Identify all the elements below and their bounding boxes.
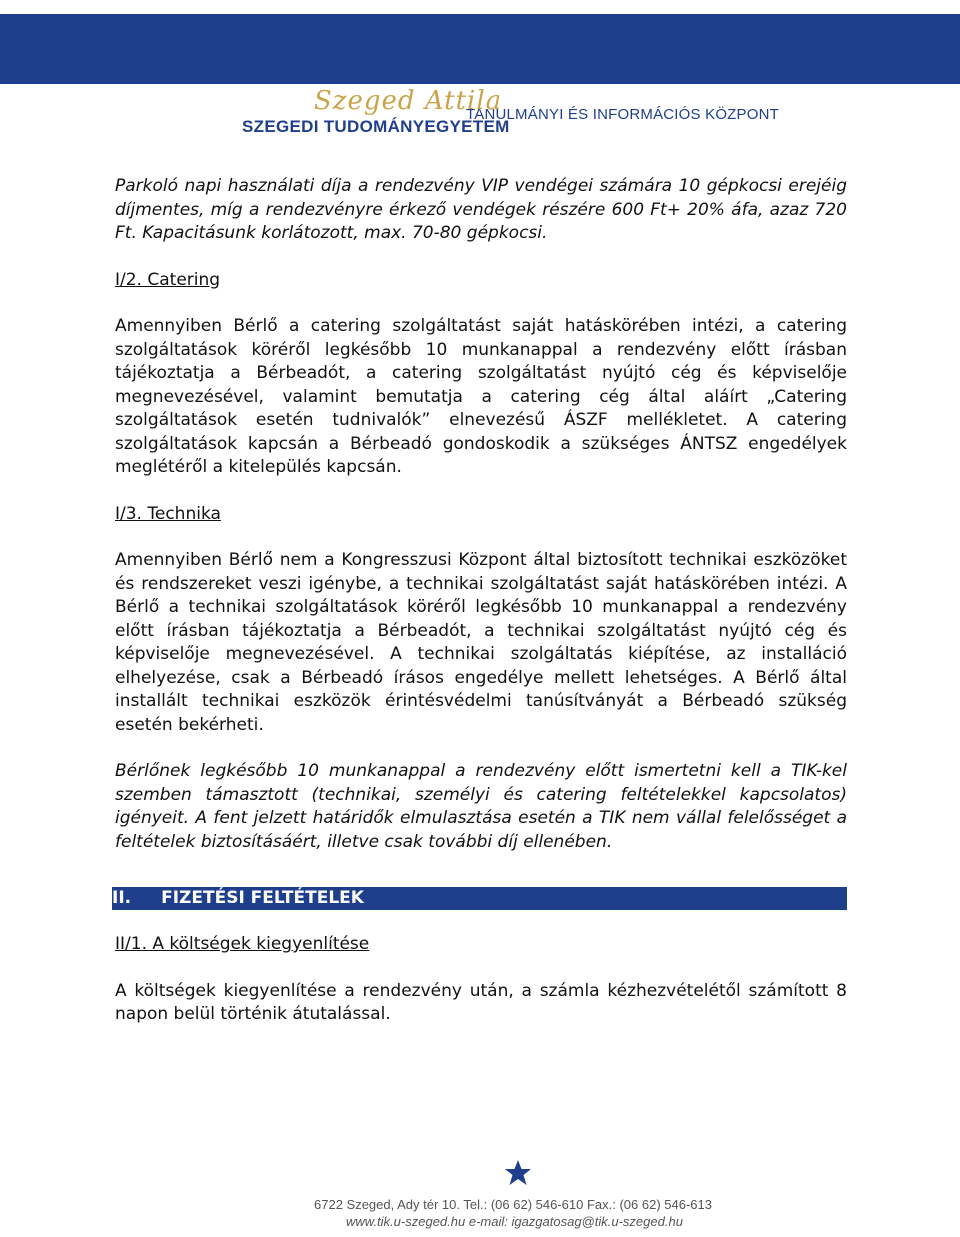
header-institute: TANULMÁNYI ÉS INFORMÁCIÓS KÖZPONT [466, 106, 780, 123]
footer-address: 6722 Szeged, Ady tér 10. Tel.: (06 62) 546-610 Fax.: (06 62) 546-613 [314, 1197, 712, 1212]
section-title: FIZETÉSI FELTÉTELEK [161, 888, 364, 908]
catering-paragraph: Amennyiben Bérlő a catering szolgáltatást saját hatáskörében intézi, a catering szolgáltatások köréről legkésőbb 10 munkanappal a rendezvény előtt írásban tájékoztatja a Bérbeadót, a catering szolgáltatást nyújtó cég és képviselője megnevezésével, valamint bemutatja a catering cég által aláírt „Catering szolgáltatások esetén tudnivalók” elnevezésű ÁSZF mellékletet. A catering szolgáltatások kapcsán a Bérbeadó gondoskodik a szükséges ÁNTSZ engedélyek meglétéről a kitelepülés kapcsán. [115, 316, 847, 477]
section-heading-bar [112, 887, 847, 910]
notice-paragraph: Bérlőnek legkésőbb 10 munkanappal a rendezvény előtt ismertetni kell a TIK-kel szemben támasztott (technikai, személyi és catering feltételekkel kapcsolatos) igényeit. A fent jelzett határidők elmulasztása esetén a TIK nem vállal felelősséget a feltételek biztosításáért, illetve csak további díj ellenében. [115, 761, 847, 852]
footer-contact: www.tik.u-szeged.hu e-mail: igazgatosag@tik.u-szeged.hu [346, 1214, 683, 1229]
star-icon [503, 1158, 533, 1188]
costs-paragraph: A költségek kiegyenlítése a rendezvény után, a számla kézhezvételétől számított 8 napon belül történik átutalással. [115, 980, 847, 1024]
document-body [112, 175, 847, 1027]
header-university: SZEGEDI TUDOMÁNYEGYETEM [242, 117, 510, 136]
catering-heading: I/2. Catering [115, 269, 221, 290]
header-band [0, 14, 960, 84]
header-signature: Szeged Attila [314, 86, 503, 116]
parking-paragraph: Parkoló napi használati díja a rendezvény VIP vendégei számára 10 gépkocsi erejéig díjmentes, míg a rendezvényre érkező vendégek részére 600 Ft+ 20% áfa, azaz 720 Ft. Kapacitásunk korlátozott, max. 70-80 gépkocsi. [115, 176, 847, 243]
technika-paragraph: Amennyiben Bérlő nem a Kongresszusi Központ által biztosított technikai eszközöket és rendszereket veszi igénybe, a technikai szolgáltatást saját hatáskörében intézi. A Bérlő a technikai szolgáltatások köréről legkésőbb 10 munkanappal a rendezvény előtt írásban tájékoztatja a Bérbeadót, a technikai szolgáltatást nyújtó cég és képviselője megnevezésével. A technikai szolgáltatás kiépítése, az installáció elhelyezése, csak a Bérbeadó írásos engedélye mellett lehetséges. A Bérlő által installált technikai eszközök érintésvédelmi tanúsítványát a Bérbeadó szükség esetén bekérheti. [115, 550, 847, 735]
costs-heading: II/1. A költségek kiegyenlítése [115, 934, 370, 954]
section-number: II. [112, 888, 132, 908]
technika-heading: I/3. Technika [115, 503, 221, 524]
